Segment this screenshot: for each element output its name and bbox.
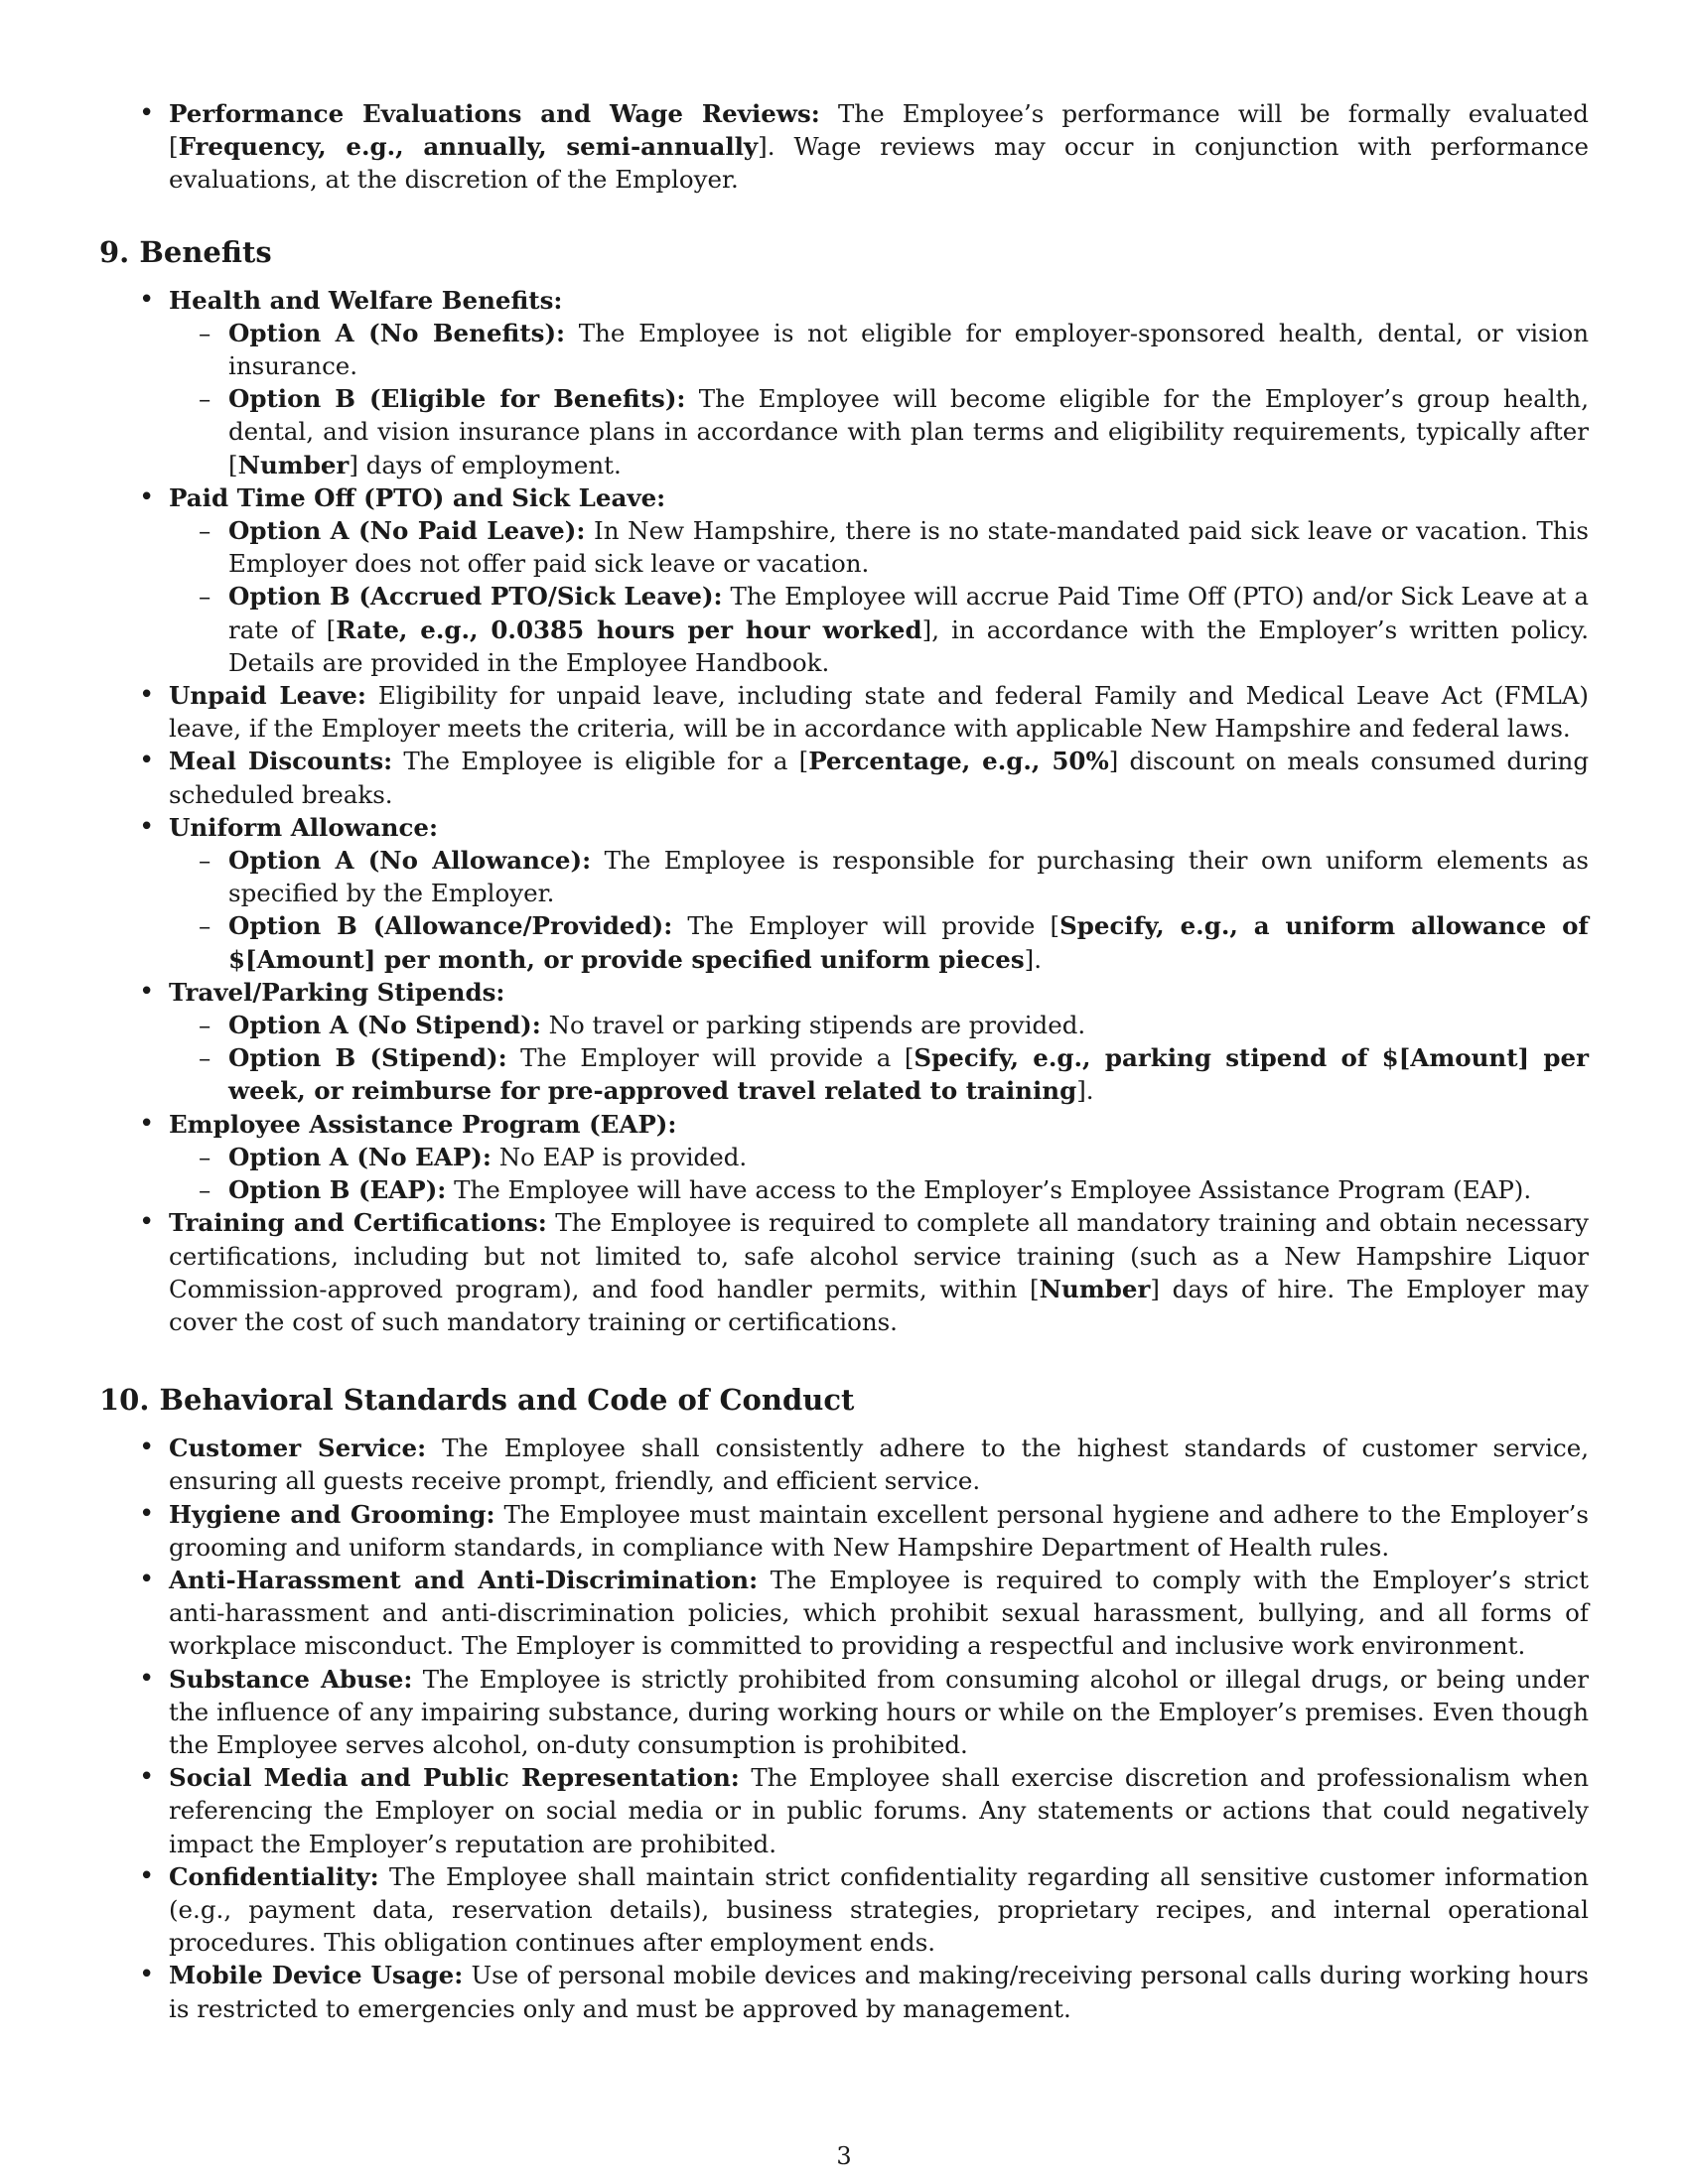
item-label: Unpaid Leave: bbox=[169, 681, 366, 711]
option-item: – Option A (No Stipend): No travel or parking stipends are provided. bbox=[169, 1009, 1589, 1041]
option-item: – Option B (Accrued PTO/Sick Leave): The Employee will accrue Paid Time Off (PTO) and/or Sick Leave at a rate of [Rate, e.g., 0.0385 hours per hour worked], in accordance with the Employer’s written policy. Details are provided in the Employee Handbook. bbox=[169, 580, 1589, 679]
item-label: Health and Welfare Benefits: bbox=[169, 285, 563, 315]
list-item bbox=[99, 481, 1589, 679]
intro-list bbox=[99, 97, 1589, 197]
option-item: – Option A (No Benefits): The Employee is not eligible for employer-sponsored health, dental, or vision insurance. bbox=[169, 317, 1589, 382]
option-item: – Option B (Eligible for Benefits): The Employee will become eligible for the Employer’s group health, dental, and vision insurance plans in accordance with plan terms and eligibility requirements, typically after [Number] days of employment. bbox=[169, 382, 1589, 481]
list-item: • Training and Certifications: The Employee is required to complete all mandatory training and obtain necessary certifications, including but not limited to, safe alcohol service training (such as a New Hampshire Liquor Commission-approved program), and food handler permits, within [Number] days of hire. The Employer may cover the cost of such mandatory training or certifications. bbox=[99, 1206, 1589, 1338]
option-item: – Option A (No EAP): No EAP is provided. bbox=[169, 1141, 1589, 1173]
list-item: • Substance Abuse: The Employee is strictly prohibited from consuming alcohol or illegal drugs, or being under the influence of any impairing substance, during working hours or while on the Employer’s premises. Even though the Employee serves alcohol, on-duty consumption is prohibited. bbox=[99, 1663, 1589, 1762]
list-item: • Anti-Harassment and Anti-Discrimination: The Employee is required to comply with the Employer’s strict anti-harassment and anti-discrimination policies, which prohibit sexual harassment, bullying, and all forms of workplace misconduct. The Employer is committed to providing a respectful and inclusive work environment. bbox=[99, 1564, 1589, 1663]
list-item: • Performance Evaluations and Wage Reviews: The Employee’s performance will be formally evaluated [Frequency, e.g., annually, semi-annually]. Wage reviews may occur in conjunction with performance evaluations, at the discretion of the Employer. bbox=[99, 97, 1589, 197]
section-heading: 10. Behavioral Standards and Code of Conduct bbox=[99, 1383, 855, 1418]
list-item: • Confidentiality: The Employee shall maintain strict confidentiality regarding all sensitive customer information (e.g., payment data, reservation details), business strategies, proprietary recipes, and internal operational procedures. This obligation continues after employment ends. bbox=[99, 1860, 1589, 1960]
item-label: Uniform Allowance: bbox=[169, 812, 439, 842]
option-list bbox=[169, 844, 1589, 976]
option-list bbox=[169, 1009, 1589, 1108]
option-item: – Option B (EAP): The Employee will have access to the Employer’s Employee Assistance Program (EAP). bbox=[169, 1173, 1589, 1206]
item-label: Employee Assistance Program (EAP): bbox=[169, 1109, 677, 1139]
list-item: • Meal Discounts: The Employee is eligible for a [Percentage, e.g., 50%] discount on meals consumed during scheduled breaks. bbox=[99, 745, 1589, 810]
option-item: – Option A (No Allowance): The Employee is responsible for purchasing their own uniform elements as specified by the Employer. bbox=[169, 844, 1589, 909]
option-list bbox=[169, 317, 1589, 481]
list-item bbox=[99, 811, 1589, 976]
page-number: 3 bbox=[836, 2142, 852, 2170]
conduct-list bbox=[99, 1432, 1589, 2025]
item-label: Meal Discounts: bbox=[169, 747, 393, 776]
list-item bbox=[99, 976, 1589, 1108]
benefits-list bbox=[99, 284, 1589, 1339]
item-label: Paid Time Off (PTO) and Sick Leave: bbox=[169, 482, 666, 512]
document-page bbox=[99, 97, 1589, 2025]
section-heading: 9. Benefits bbox=[99, 234, 272, 269]
option-list bbox=[169, 514, 1589, 679]
item-label: Travel/Parking Stipends: bbox=[169, 977, 505, 1007]
option-list bbox=[169, 1141, 1589, 1206]
option-item: – Option B (Allowance/Provided): The Employer will provide [Specify, e.g., a uniform allowance of $[Amount] per month, or provide specified uniform pieces]. bbox=[169, 909, 1589, 975]
list-item: • Unpaid Leave: Eligibility for unpaid leave, including state and federal Family and Medical Leave Act (FMLA) leave, if the Employer meets the criteria, will be in accordance with applicable New Hampshire and federal laws. bbox=[99, 679, 1589, 745]
list-item: • Social Media and Public Representation: The Employee shall exercise discretion and professionalism when referencing the Employer on social media or in public forums. Any statements or actions that could negatively impact the Employer’s reputation are prohibited. bbox=[99, 1761, 1589, 1860]
item-label: Training and Certifications: bbox=[169, 1208, 547, 1238]
list-item: • Mobile Device Usage: Use of personal mobile devices and making/receiving personal calls during working hours is restricted to emergencies only and must be approved by management. bbox=[99, 1959, 1589, 2024]
list-item: • Hygiene and Grooming: The Employee must maintain excellent personal hygiene and adhere to the Employer’s grooming and uniform standards, in compliance with New Hampshire Department of Health rules. bbox=[99, 1498, 1589, 1564]
item-label: Performance Evaluations and Wage Reviews: bbox=[169, 99, 820, 128]
list-item bbox=[99, 1108, 1589, 1207]
list-item bbox=[99, 284, 1589, 481]
option-item: – Option B (Stipend): The Employer will provide a [Specify, e.g., parking stipend of $[Amount] per week, or reimburse for pre-approved travel related to training]. bbox=[169, 1041, 1589, 1107]
option-item: – Option A (No Paid Leave): In New Hampshire, there is no state-mandated paid sick leave or vacation. This Employer does not offer paid sick leave or vacation. bbox=[169, 514, 1589, 580]
list-item: • Customer Service: The Employee shall consistently adhere to the highest standards of customer service, ensuring all guests receive prompt, friendly, and efficient service. bbox=[99, 1432, 1589, 1497]
